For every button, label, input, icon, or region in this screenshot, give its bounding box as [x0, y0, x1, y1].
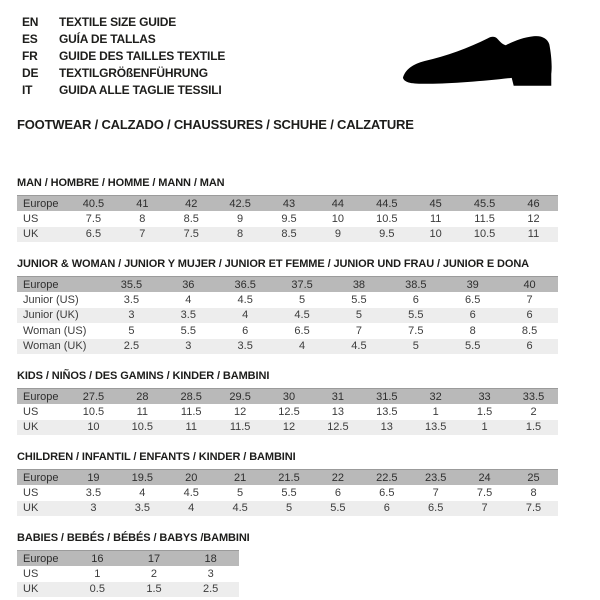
size-header-row: [17, 551, 239, 567]
size-cell: 8.5: [183, 212, 199, 225]
row-label: US: [23, 212, 39, 225]
size-cell: 33.5: [522, 390, 545, 403]
size-header-row: [17, 470, 558, 486]
size-cell: 5: [128, 324, 135, 337]
size-cell: 10.5: [376, 212, 398, 225]
size-cell: 5.5: [465, 340, 481, 353]
size-cell: 12.5: [278, 405, 300, 418]
size-cell: 1: [481, 421, 488, 434]
size-header-row: [17, 389, 558, 405]
section-title: BABIES / BEBÉS / BÉBÉS / BABYS /BAMBINI: [17, 532, 250, 544]
size-cell: 45: [429, 197, 442, 210]
size-row: [17, 566, 239, 582]
size-cell: 6: [412, 293, 419, 306]
size-cell: 38: [352, 278, 366, 291]
section-title: JUNIOR & WOMAN / JUNIOR Y MUJER / JUNIOR ET FEMME / JUNIOR UND FRAU / JUNIOR E DONA: [17, 258, 530, 270]
size-cell: 3: [207, 567, 214, 580]
size-cell: 9: [334, 228, 341, 241]
size-cell: 28: [136, 390, 149, 403]
language-code: DE: [22, 66, 39, 80]
size-cell: 4.5: [232, 502, 248, 515]
size-cell: 44: [331, 197, 345, 210]
size-cell: 5.5: [180, 324, 196, 337]
size-cell: 6.5: [428, 502, 444, 515]
language-title: GUIDE DES TAILLES TEXTILE: [59, 49, 226, 63]
size-table-man: [17, 195, 558, 242]
row-label: Europe: [23, 552, 59, 565]
size-cell: 5.5: [330, 502, 346, 515]
size-cell: 19: [87, 471, 100, 484]
section-man: [17, 177, 600, 242]
size-cell: 7: [355, 324, 362, 337]
size-cell: 41: [136, 197, 149, 210]
language-code: EN: [22, 15, 39, 29]
size-cell: 9: [237, 212, 244, 225]
row-label: Europe: [23, 278, 59, 291]
row-label: Junior (US): [23, 293, 79, 306]
size-cell: 3.5: [180, 309, 196, 322]
size-cell: 5: [299, 293, 306, 306]
size-cell: 21: [233, 471, 247, 484]
size-cell: 43: [282, 197, 296, 210]
size-cell: 42.5: [229, 197, 251, 210]
language-title: GUIDA ALLE TAGLIE TESSILI: [59, 83, 222, 97]
size-cell: 6.5: [85, 228, 102, 241]
size-cell: 36: [182, 278, 195, 291]
section-children: [17, 451, 600, 516]
row-label: UK: [23, 502, 39, 515]
size-cell: 6: [469, 309, 476, 322]
size-cell: 10.5: [131, 421, 154, 434]
size-cell: 4.5: [294, 309, 310, 322]
size-header-row: [17, 277, 558, 293]
size-cell: 22.5: [376, 471, 398, 484]
size-cell: 2: [150, 567, 158, 580]
size-cell: 5.5: [408, 309, 424, 322]
size-cell: 18: [204, 552, 217, 565]
size-cell: 5.5: [351, 293, 367, 306]
size-row: [17, 339, 558, 355]
size-cell: 11.5: [180, 405, 202, 418]
size-cell: 5: [237, 486, 244, 499]
size-row: [17, 227, 558, 243]
size-cell: 29.5: [229, 390, 251, 403]
section-junior-woman: [17, 258, 600, 354]
size-cell: 1: [94, 567, 101, 580]
category-header: FOOTWEAR / CALZADO / CHAUSSURES / SCHUHE / CALZATURE: [17, 117, 414, 132]
size-cell: 4: [188, 502, 195, 515]
size-cell: 4.5: [237, 293, 253, 306]
size-cell: 4.5: [183, 486, 199, 499]
size-cell: 4: [139, 486, 146, 499]
size-cell: 23.5: [424, 471, 447, 484]
size-row: [17, 420, 558, 436]
language-code: ES: [22, 32, 38, 46]
size-cell: 38.5: [405, 278, 427, 291]
size-cell: 7.5: [476, 486, 493, 499]
size-cell: 7.5: [183, 228, 199, 241]
size-cell: 4: [242, 309, 249, 322]
size-cell: 7: [481, 502, 488, 515]
size-cell: 8: [237, 228, 244, 241]
size-cell: 4.5: [351, 340, 367, 353]
size-cell: 3.5: [123, 293, 140, 306]
size-cell: 7.5: [525, 502, 542, 515]
size-cell: 40: [523, 278, 536, 291]
size-cell: 12: [282, 421, 296, 434]
size-cell: 6.5: [294, 324, 310, 337]
size-cell: 2.5: [123, 340, 140, 353]
section-title: KIDS / NIÑOS / DES GAMINS / KINDER / BAMBINI: [17, 370, 270, 382]
size-row: [17, 211, 558, 227]
size-cell: 11: [136, 405, 149, 418]
dress-shoe-icon: [397, 34, 575, 94]
size-cell: 9.5: [379, 228, 395, 241]
size-cell: 16: [91, 552, 104, 565]
language-title: TEXTILE SIZE GUIDE: [59, 15, 177, 29]
size-cell: 42: [185, 197, 198, 210]
size-cell: 13.5: [376, 405, 398, 418]
size-cell: 12.5: [327, 421, 349, 434]
size-cell: 37.5: [291, 278, 313, 291]
size-cell: 11: [429, 212, 442, 225]
size-cell: 21.5: [278, 471, 300, 484]
size-cell: 10: [429, 228, 442, 241]
size-cell: 28.5: [180, 390, 202, 403]
size-cell: 46: [527, 197, 540, 210]
language-title: TEXTILGRÖßENFÜHRUNG: [59, 66, 208, 80]
size-cell: 1.5: [476, 405, 493, 418]
size-cell: 7.5: [85, 212, 102, 225]
size-cell: 4: [185, 293, 192, 306]
size-tables: [17, 177, 600, 597]
size-cell: 8.5: [281, 228, 297, 241]
size-cell: 11.5: [474, 212, 495, 225]
size-cell: 6: [526, 309, 533, 322]
size-cell: 39: [466, 278, 479, 291]
row-label: UK: [23, 228, 39, 241]
size-cell: 5: [285, 502, 293, 515]
size-cell: 2.5: [203, 583, 219, 596]
size-cell: 13: [331, 405, 345, 418]
row-label: Europe: [23, 197, 59, 210]
size-cell: 11: [185, 421, 197, 434]
size-cell: 8: [530, 486, 537, 499]
size-header-row: [17, 196, 558, 212]
size-cell: 7: [432, 486, 439, 499]
section-babies: [17, 532, 600, 597]
size-cell: 8: [469, 324, 476, 337]
size-cell: 10.5: [82, 405, 105, 418]
size-cell: 13: [380, 421, 393, 434]
size-cell: 31: [331, 390, 345, 403]
size-cell: 6: [242, 324, 249, 337]
section-kids: [17, 370, 600, 435]
size-cell: 44.5: [376, 197, 398, 210]
size-cell: 7: [526, 293, 533, 306]
size-cell: 4: [299, 340, 306, 353]
size-cell: 5: [355, 309, 362, 322]
size-cell: 2: [530, 405, 537, 418]
size-cell: 6: [334, 486, 341, 499]
size-cell: 32: [429, 390, 442, 403]
size-row: [17, 501, 558, 517]
size-row: [17, 404, 558, 420]
size-cell: 11: [527, 228, 540, 241]
size-cell: 0.5: [89, 583, 105, 596]
size-cell: 17: [147, 552, 161, 565]
size-cell: 5.5: [281, 486, 297, 499]
size-cell: 8: [139, 212, 146, 225]
size-cell: 10: [331, 212, 345, 225]
size-cell: 11.5: [229, 421, 251, 434]
size-table-babies: [17, 550, 239, 597]
size-cell: 6.5: [379, 486, 395, 499]
language-row-en: [22, 14, 600, 31]
size-cell: 45.5: [473, 197, 496, 210]
size-cell: 3.5: [134, 502, 150, 515]
language-code: FR: [22, 49, 38, 63]
size-table-children: [17, 469, 558, 516]
size-row: [17, 292, 558, 308]
row-label: US: [23, 486, 39, 499]
size-cell: 13.5: [424, 421, 447, 434]
size-cell: 40.5: [82, 197, 105, 210]
size-cell: 12: [527, 212, 540, 225]
size-cell: 3: [90, 502, 97, 515]
row-label: Europe: [23, 390, 59, 403]
size-cell: 1.5: [525, 421, 542, 434]
size-cell: 35.5: [120, 278, 143, 291]
row-label: UK: [23, 421, 39, 434]
row-label: Woman (US): [23, 324, 87, 337]
size-cell: 31.5: [376, 390, 398, 403]
size-cell: 19.5: [131, 471, 154, 484]
size-cell: 10: [87, 421, 100, 434]
size-cell: 36.5: [234, 278, 256, 291]
size-cell: 10.5: [473, 228, 496, 241]
row-label: Europe: [23, 471, 59, 484]
size-cell: 5: [412, 340, 419, 353]
size-cell: 8.5: [521, 324, 538, 337]
size-cell: 24: [478, 471, 491, 484]
size-cell: 12: [233, 405, 247, 418]
row-label: US: [23, 405, 39, 418]
size-cell: 33: [478, 390, 491, 403]
row-label: US: [23, 567, 39, 580]
row-label: Woman (UK): [23, 340, 87, 353]
section-title: MAN / HOMBRE / HOMME / MANN / MAN: [17, 177, 225, 189]
size-cell: 22: [331, 471, 345, 484]
size-cell: 1.5: [146, 583, 162, 596]
section-title: CHILDREN / INFANTIL / ENFANTS / KINDER / BAMBINI: [17, 451, 296, 463]
size-cell: 7: [139, 228, 146, 241]
row-label: Junior (UK): [23, 309, 79, 322]
language-code: IT: [22, 83, 33, 97]
size-table-junior-woman: [17, 276, 558, 354]
size-cell: 3.5: [85, 486, 102, 499]
row-label: UK: [23, 583, 39, 596]
language-title: GUÍA DE TALLAS: [59, 32, 156, 46]
size-cell: 3: [128, 309, 135, 322]
size-cell: 27.5: [82, 390, 105, 403]
size-row: [17, 308, 558, 324]
size-cell: 6: [383, 502, 390, 515]
size-row: [17, 485, 558, 501]
size-row: [17, 323, 558, 339]
size-cell: 25: [527, 471, 540, 484]
size-cell: 9.5: [281, 212, 297, 225]
size-cell: 6.5: [465, 293, 481, 306]
size-cell: 20: [185, 471, 198, 484]
size-cell: 6: [526, 340, 533, 353]
size-cell: 1: [432, 405, 439, 418]
size-cell: 3: [185, 340, 192, 353]
size-table-kids: [17, 388, 558, 435]
size-cell: 30: [282, 390, 296, 403]
size-row: [17, 582, 239, 598]
size-cell: 7.5: [408, 324, 424, 337]
size-cell: 3.5: [237, 340, 253, 353]
